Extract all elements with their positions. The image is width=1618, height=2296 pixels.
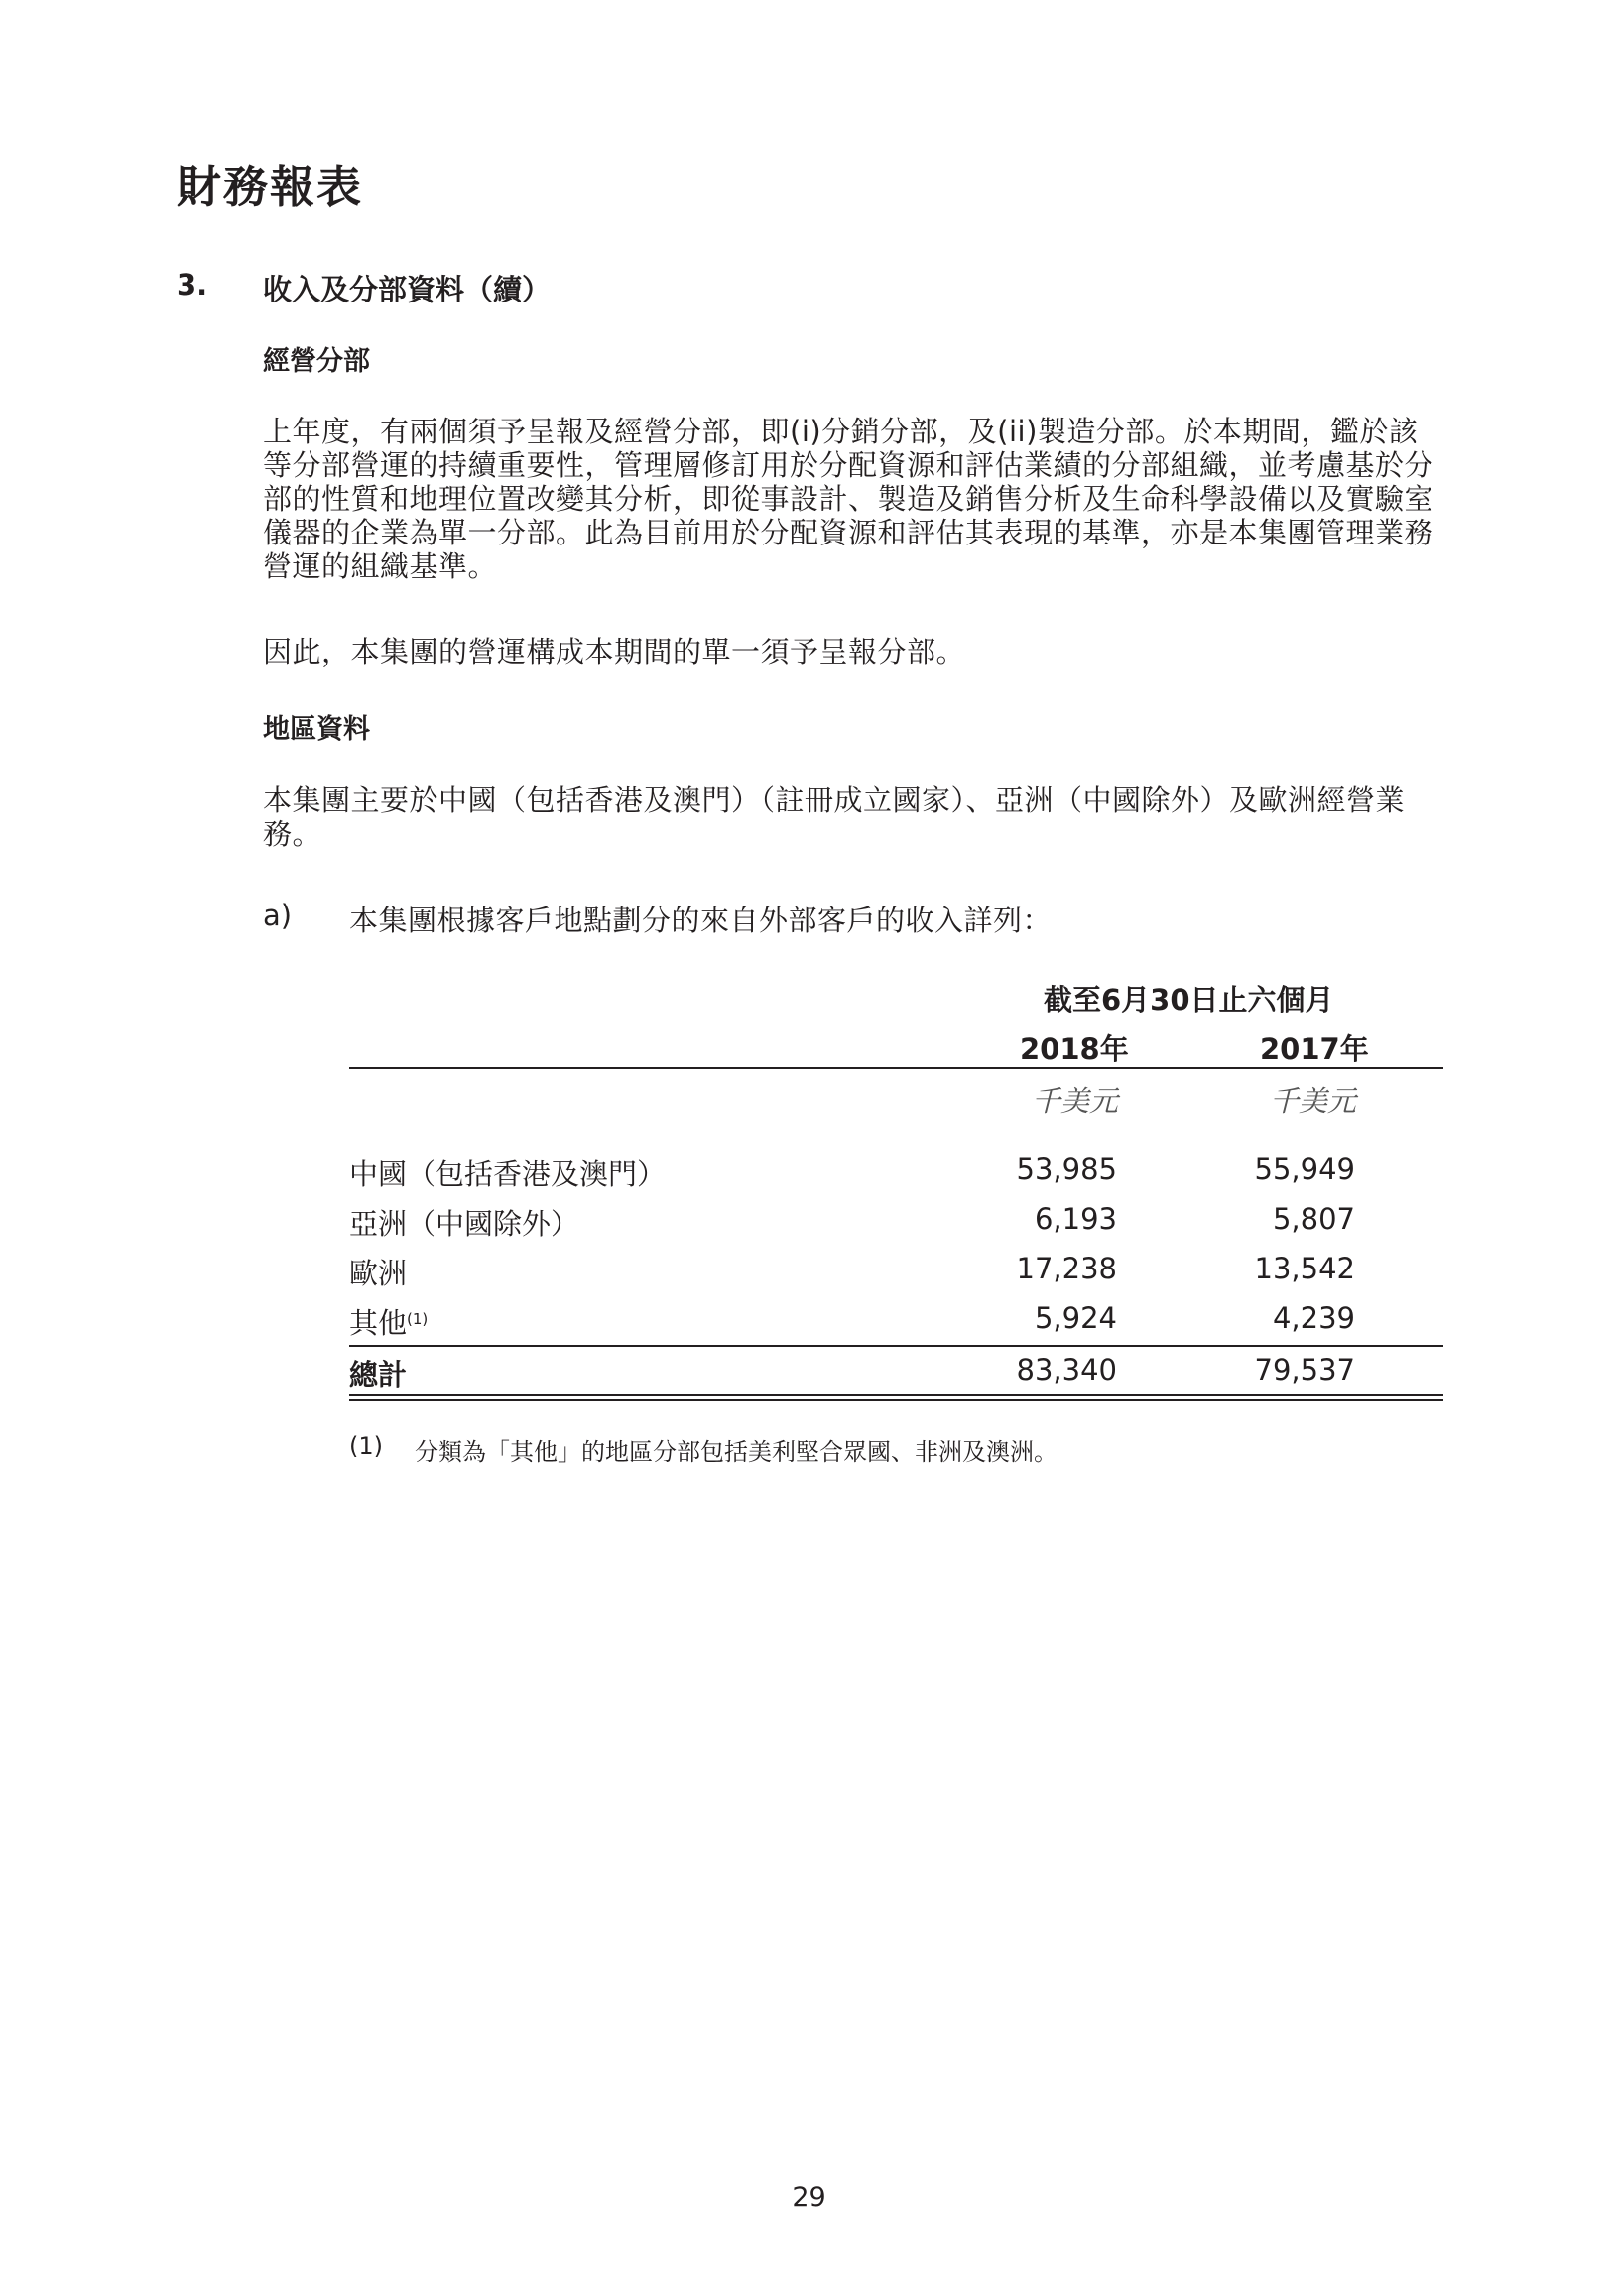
row-value-total-2017: 79,537 <box>1254 1353 1355 1387</box>
row-label-asia: 亞洲（中國除外） <box>349 1207 580 1241</box>
row-value-china-2017: 55,949 <box>1254 1152 1355 1186</box>
operating-segments-paragraph-2: 因此，本集團的營運構成本期間的單一須予呈報分部。 <box>263 635 966 668</box>
period-header: 截至6月30日止六個月 <box>1044 983 1334 1017</box>
page-header: 財務報表 <box>177 161 364 213</box>
row-value-asia-2017: 5,807 <box>1272 1202 1355 1236</box>
geographic-paragraph: 本集團主要於中國（包括香港及澳門）（註冊成立國家）、亞洲（中國除外）及歐洲經營業務。 <box>263 784 1406 851</box>
row-value-europe-2018: 17,238 <box>1016 1252 1117 1285</box>
column-header-2018: 2018年 <box>1020 1032 1129 1066</box>
section-number: 3. <box>177 268 208 302</box>
footnote-marker: (1) <box>349 1432 383 1460</box>
row-value-china-2018: 53,985 <box>1016 1152 1117 1186</box>
item-a-text: 本集團根據客戶地點劃分的來自外部客戶的收入詳列： <box>349 904 1053 937</box>
row-value-europe-2017: 13,542 <box>1254 1252 1355 1285</box>
unit-2017: 千美元 <box>1270 1084 1357 1118</box>
row-value-total-2018: 83,340 <box>1016 1353 1117 1387</box>
footnote-ref: (1) <box>407 1310 429 1328</box>
operating-segments-heading: 經營分部 <box>263 346 370 377</box>
section-title: 收入及分部資料（續） <box>263 273 552 306</box>
column-header-2017: 2017年 <box>1260 1032 1369 1066</box>
total-rule-top <box>349 1394 1443 1396</box>
operating-segments-paragraph-1: 上年度，有兩個須予呈報及經營分部，即(i)分銷分部，及(ii)製造分部。於本期間，鑑於該等分部營運的持續重要性，管理層修訂用於分配資源和評估業績的分部組織，並考慮基於分部的性質和地理位置改變其分析，即從事設計、製造及銷售分析及生命科學設備以及實驗室儀器的企業為單一分部。此為目前用於分配資源和評估其表現的基準，亦是本集團管理業務營運的組織基準。 <box>263 415 1434 583</box>
page-number: 29 <box>792 2182 826 2213</box>
row-value-others-2018: 5,924 <box>1034 1301 1117 1335</box>
row-label-europe: 歐洲 <box>349 1257 408 1290</box>
row-label-others: 其他$^{(1)}$ <box>349 1306 429 1340</box>
row-value-others-2017: 4,239 <box>1272 1301 1355 1335</box>
total-rule-bottom <box>349 1399 1443 1401</box>
header-rule <box>349 1067 1443 1069</box>
geographic-heading: 地區資料 <box>263 714 370 745</box>
row-label-china: 中國（包括香港及澳門） <box>349 1157 667 1191</box>
row-label-total: 總計 <box>349 1358 408 1391</box>
unit-2018: 千美元 <box>1032 1084 1119 1118</box>
item-a-label: a) <box>263 899 293 932</box>
footnote-text: 分類為「其他」的地區分部包括美利堅合眾國、非洲及澳洲。 <box>415 1438 1058 1466</box>
row-value-asia-2018: 6,193 <box>1034 1202 1117 1236</box>
subtotal-rule <box>349 1345 1443 1347</box>
